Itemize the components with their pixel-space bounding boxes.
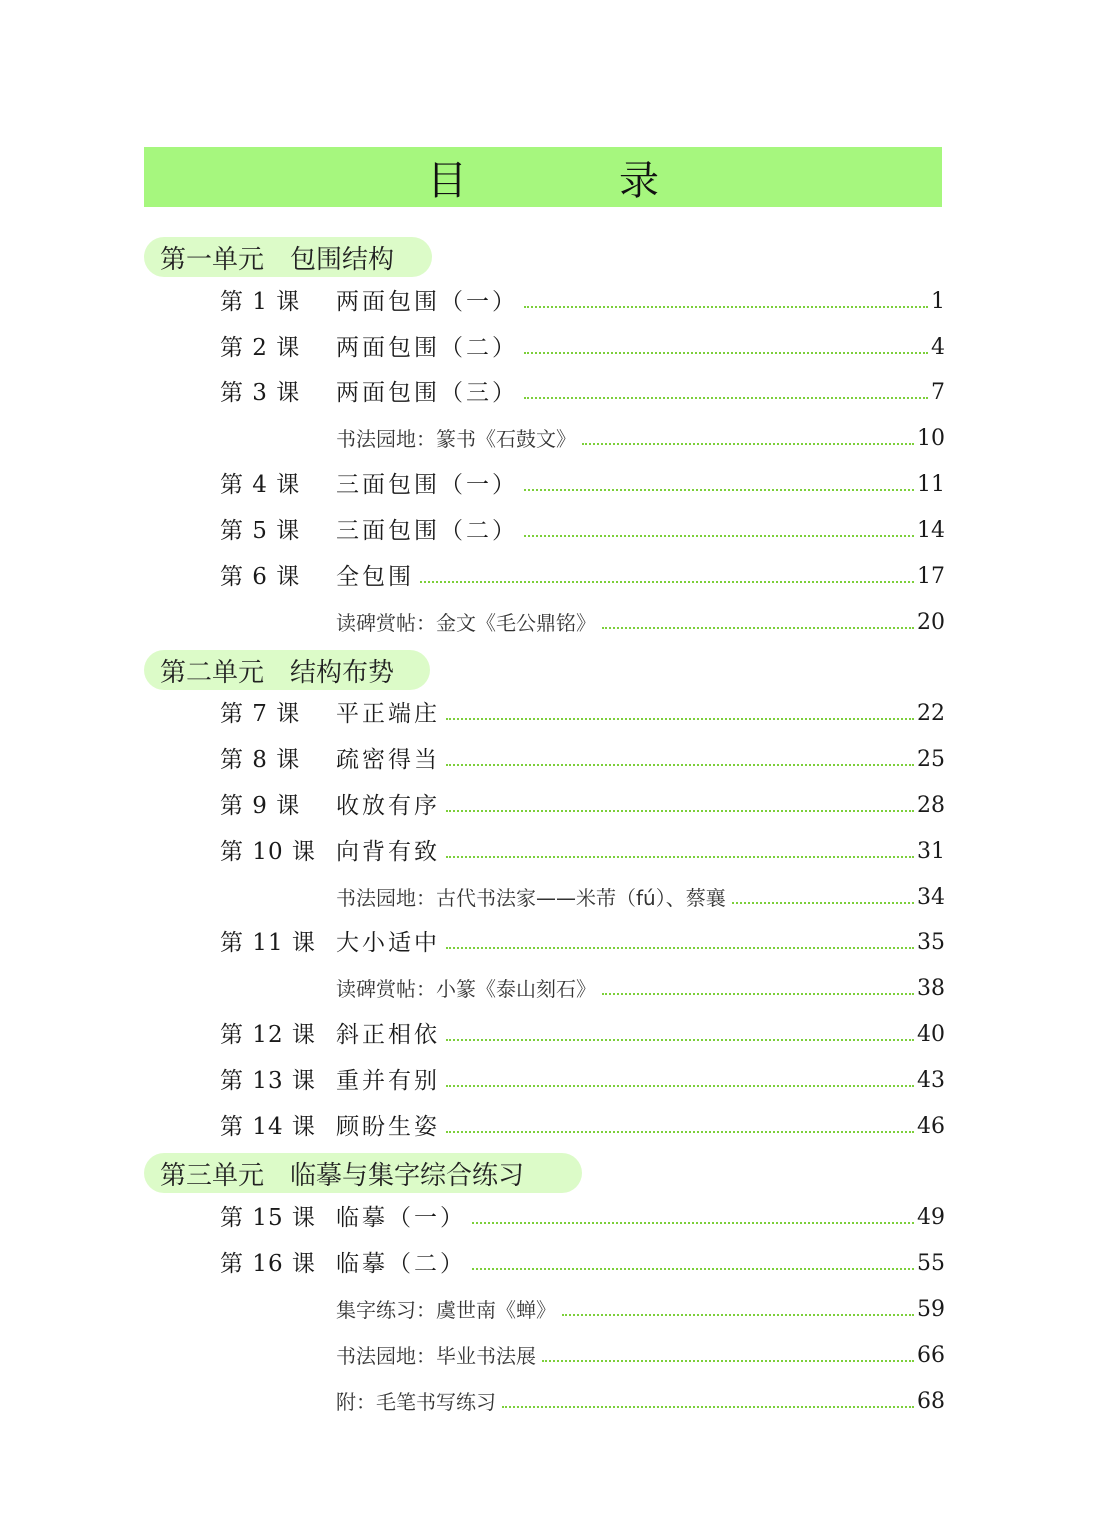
entry-title: 两面包围（三） <box>336 380 518 406</box>
page-number: 20 <box>917 610 945 635</box>
lesson-number: 第 7 课 <box>220 701 301 727</box>
toc-entry-lesson-5[interactable] <box>0 516 945 546</box>
page-number: 46 <box>917 1114 945 1139</box>
dot-leader <box>446 1131 914 1133</box>
lesson-number: 第 13 课 <box>220 1068 316 1094</box>
entry-title: 全包围 <box>336 564 414 590</box>
page-number: 68 <box>917 1389 945 1414</box>
entry-title: 书法园地：毕业书法展 <box>336 1344 536 1368</box>
toc-entry-lesson-11[interactable] <box>0 928 945 958</box>
unit-name: 包围结构 <box>290 244 395 275</box>
dot-leader <box>472 1222 914 1224</box>
lesson-number: 第 2 课 <box>220 335 301 361</box>
entry-title: 平正端庄 <box>336 701 440 727</box>
entry-title: 临摹（一） <box>336 1205 466 1231</box>
dot-leader <box>420 581 914 583</box>
lesson-number: 第 6 课 <box>220 564 301 590</box>
page-number: 49 <box>917 1205 945 1230</box>
lesson-number: 第 1 课 <box>220 289 301 315</box>
toc-entry-supplement[interactable] <box>0 1295 945 1325</box>
page-number: 17 <box>917 564 945 589</box>
toc-entry-supplement[interactable] <box>0 1341 945 1371</box>
entry-title: 两面包围（一） <box>336 289 518 315</box>
lesson-number: 第 10 课 <box>220 839 316 865</box>
page-number: 10 <box>917 426 945 451</box>
page-number: 59 <box>917 1297 945 1322</box>
entry-title: 三面包围（二） <box>336 518 518 544</box>
entry-title: 两面包围（二） <box>336 335 518 361</box>
lesson-number: 第 12 课 <box>220 1022 316 1048</box>
toc-entry-lesson-4[interactable] <box>0 470 945 500</box>
dot-leader <box>446 1039 914 1041</box>
dot-leader <box>446 856 914 858</box>
entry-title: 大小适中 <box>336 930 440 956</box>
dot-leader <box>602 993 914 995</box>
toc-entry-lesson-13[interactable] <box>0 1066 945 1096</box>
toc-entry-lesson-8[interactable] <box>0 745 945 775</box>
dot-leader <box>524 352 928 354</box>
dot-leader <box>524 535 914 537</box>
toc-entry-lesson-9[interactable] <box>0 791 945 821</box>
entry-title: 向背有致 <box>336 839 440 865</box>
entry-title: 读碑赏帖：金文《毛公鼎铭》 <box>336 611 596 635</box>
toc-entry-lesson-3[interactable] <box>0 378 945 408</box>
lesson-number: 第 5 课 <box>220 518 301 544</box>
toc-title: 目 录 <box>427 157 715 204</box>
lesson-number: 第 14 课 <box>220 1114 316 1140</box>
dot-leader <box>446 810 914 812</box>
page-number: 28 <box>917 793 945 818</box>
toc-entry-supplement[interactable] <box>0 883 945 913</box>
entry-title: 集字练习：虞世南《蝉》 <box>336 1298 556 1322</box>
entry-title: 重并有别 <box>336 1068 440 1094</box>
page-number: 22 <box>917 701 945 726</box>
page-number: 40 <box>917 1022 945 1047</box>
toc-entry-lesson-10[interactable] <box>0 837 945 867</box>
page-number: 66 <box>917 1343 945 1368</box>
unit-name: 结构布势 <box>290 657 395 688</box>
dot-leader <box>562 1314 914 1316</box>
entry-title: 读碑赏帖：小篆《泰山刻石》 <box>336 977 596 1001</box>
page-number: 35 <box>917 930 945 955</box>
entry-title: 顾盼生姿 <box>336 1114 440 1140</box>
toc-entry-lesson-6[interactable] <box>0 562 945 592</box>
dot-leader <box>446 718 914 720</box>
lesson-number: 第 4 课 <box>220 472 301 498</box>
toc-entry-supplement[interactable] <box>0 424 945 454</box>
unit-number: 第一单元 <box>160 244 265 275</box>
dot-leader <box>446 764 914 766</box>
page-number: 1 <box>931 289 945 314</box>
unit-number: 第三单元 <box>160 1160 265 1191</box>
page-number: 31 <box>917 839 945 864</box>
page-number: 7 <box>931 380 945 405</box>
unit-number: 第二单元 <box>160 657 265 688</box>
entry-title: 临摹（二） <box>336 1251 466 1277</box>
toc-entry-lesson-1[interactable] <box>0 287 945 317</box>
entry-title: 收放有序 <box>336 793 440 819</box>
dot-leader <box>524 397 928 399</box>
lesson-number: 第 16 课 <box>220 1251 316 1277</box>
entry-title: 附：毛笔书写练习 <box>336 1390 496 1414</box>
dot-leader <box>582 443 914 445</box>
dot-leader <box>602 627 914 629</box>
lesson-number: 第 9 课 <box>220 793 301 819</box>
entry-title: 书法园地：古代书法家——米芾（fú）、蔡襄 <box>336 886 726 910</box>
dot-leader <box>732 902 914 904</box>
toc-entry-supplement[interactable] <box>0 974 945 1004</box>
page-number: 34 <box>917 885 945 910</box>
dot-leader <box>542 1360 914 1362</box>
dot-leader <box>502 1406 914 1408</box>
toc-entry-lesson-7[interactable] <box>0 699 945 729</box>
toc-title-bar <box>144 147 942 207</box>
page-number: 43 <box>917 1068 945 1093</box>
dot-leader <box>446 1085 914 1087</box>
page-number: 4 <box>931 335 945 360</box>
toc-entry-supplement[interactable] <box>0 608 945 638</box>
page-number: 55 <box>917 1251 945 1276</box>
unit-name: 临摹与集字综合练习 <box>290 1160 525 1191</box>
page-number: 14 <box>917 518 945 543</box>
unit-header-3[interactable] <box>144 1153 582 1193</box>
toc-entry-lesson-12[interactable] <box>0 1020 945 1050</box>
unit-header-1[interactable] <box>144 237 432 277</box>
toc-entry-lesson-14[interactable] <box>0 1112 945 1142</box>
page-number: 25 <box>917 747 945 772</box>
toc-entry-lesson-2[interactable] <box>0 333 945 363</box>
dot-leader <box>472 1268 914 1270</box>
entry-title: 斜正相依 <box>336 1022 440 1048</box>
entry-title: 书法园地：篆书《石鼓文》 <box>336 427 576 451</box>
toc-entry-appendix[interactable] <box>0 1387 945 1417</box>
page-number: 11 <box>917 472 945 497</box>
toc-entry-lesson-15[interactable] <box>0 1203 945 1233</box>
toc-entry-lesson-16[interactable] <box>0 1249 945 1279</box>
entry-title: 三面包围（一） <box>336 472 518 498</box>
unit-header-2[interactable] <box>144 650 430 690</box>
lesson-number: 第 11 课 <box>220 930 316 956</box>
lesson-number: 第 3 课 <box>220 380 301 406</box>
dot-leader <box>524 306 928 308</box>
entry-title: 疏密得当 <box>336 747 440 773</box>
lesson-number: 第 15 课 <box>220 1205 316 1231</box>
lesson-number: 第 8 课 <box>220 747 301 773</box>
dot-leader <box>524 489 914 491</box>
dot-leader <box>446 947 914 949</box>
page-number: 38 <box>917 976 945 1001</box>
